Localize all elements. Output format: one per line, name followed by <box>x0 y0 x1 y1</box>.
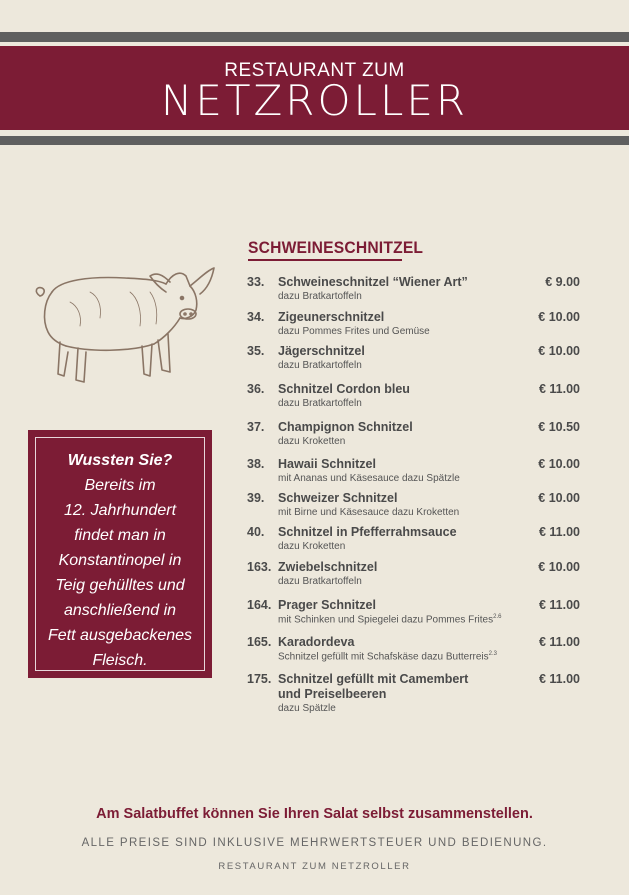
item-name: Schweizer Schnitzel <box>278 491 398 505</box>
salad-buffet-note: Am Salatbuffet können Sie Ihren Salat selbst zusammenstellen. <box>96 806 533 822</box>
item-description: dazu Kroketten <box>278 436 346 447</box>
item-name: Schnitzel in Pfefferrahmsauce <box>278 525 457 539</box>
item-number: 38. <box>247 457 265 471</box>
section-title: SCHWEINESCHNITZEL <box>248 238 424 257</box>
item-name: Schnitzel Cordon bleu <box>278 382 410 396</box>
item-price: € 10.50 <box>538 420 580 434</box>
item-price: € 11.00 <box>538 382 580 396</box>
item-number: 39. <box>247 491 265 505</box>
item-description <box>278 614 501 625</box>
item-description-text: mit Schinken und Spiegelei dazu Pommes Frites <box>278 614 494 626</box>
fact-line: anschließend in <box>63 602 177 619</box>
header-stripe-top <box>0 32 629 42</box>
item-description: dazu Bratkartoffeln <box>278 398 362 409</box>
item-name: Schweineschnitzel “Wiener Art” <box>278 275 468 289</box>
item-name: Zigeunerschnitzel <box>278 310 385 324</box>
item-number: 163. <box>247 560 272 574</box>
header-banner <box>0 46 629 130</box>
did-you-know-box <box>28 430 212 678</box>
pig-illustration-icon <box>30 262 218 388</box>
fact-line: Fleisch. <box>92 652 148 669</box>
item-description: dazu Bratkartoffeln <box>278 360 362 371</box>
item-description: mit Ananas und Käsesauce dazu Spätzle <box>278 473 460 484</box>
fact-line: Bereits im <box>84 477 156 494</box>
fact-line: findet man in <box>74 527 166 544</box>
item-description: dazu Kroketten <box>278 541 346 552</box>
restaurant-subtitle: RESTAURANT ZUM <box>224 60 405 81</box>
item-price: € 11.00 <box>538 525 580 539</box>
item-name: Champignon Schnitzel <box>278 420 413 434</box>
item-description: dazu Spätzle <box>278 703 336 714</box>
item-number: 36. <box>247 382 265 396</box>
item-name: Prager Schnitzel <box>278 598 376 612</box>
item-price: € 10.00 <box>538 344 580 358</box>
item-description: dazu Bratkartoffeln <box>278 291 362 302</box>
item-name: Hawaii Schnitzel <box>278 457 376 471</box>
section-underline <box>248 259 402 261</box>
item-description <box>278 651 497 662</box>
fact-line: 12. Jahrhundert <box>63 502 177 519</box>
item-number: 165. <box>247 635 272 649</box>
item-number: 164. <box>247 598 272 612</box>
item-name: Zwiebelschnitzel <box>278 560 378 574</box>
item-description-text: Schnitzel gefüllt mit Schafskäse dazu Butterreis <box>278 651 489 663</box>
item-description: dazu Bratkartoffeln <box>278 576 362 587</box>
footer-brand: RESTAURANT ZUM NETZROLLER <box>218 861 411 872</box>
item-price: € 11.00 <box>538 598 580 612</box>
item-number: 33. <box>247 275 265 289</box>
item-description: dazu Pommes Frites und Gemüse <box>278 326 430 337</box>
item-number: 37. <box>247 420 265 434</box>
item-price: € 10.00 <box>538 491 580 505</box>
item-price: € 10.00 <box>538 310 580 324</box>
fact-line: Fett ausgebackenes <box>47 627 193 644</box>
did-you-know-title: Wussten Sie? <box>67 452 173 469</box>
item-number: 40. <box>247 525 265 539</box>
restaurant-logo-title: NETZROLLER <box>160 76 469 125</box>
item-price: € 10.00 <box>538 457 580 471</box>
did-you-know-inner <box>35 437 205 671</box>
allergen-marker: 2.3 <box>488 651 497 657</box>
item-price: € 11.00 <box>538 635 580 649</box>
item-description: mit Birne und Käsesauce dazu Kroketten <box>278 507 460 518</box>
fact-line: Teig gehülltes und <box>55 577 185 594</box>
item-name: Karadordeva <box>278 635 355 649</box>
item-number: 35. <box>247 344 265 358</box>
item-number: 34. <box>247 310 265 324</box>
header-stripe-bottom <box>0 136 629 145</box>
allergen-marker: 2.6 <box>493 614 502 620</box>
item-price: € 10.00 <box>538 560 580 574</box>
item-name: Schnitzel gefüllt mit Camembert und Preiselbeeren <box>278 672 469 701</box>
tax-note: ALLE PREISE SIND INKLUSIVE MEHRWERTSTEUER UND BEDIENUNG. <box>81 837 548 849</box>
item-price: € 9.00 <box>545 275 580 289</box>
item-number: 175. <box>247 672 272 686</box>
fact-line: Konstantinopel in <box>58 552 182 569</box>
item-price: € 11.00 <box>538 672 580 686</box>
item-name: Jägerschnitzel <box>278 344 365 358</box>
